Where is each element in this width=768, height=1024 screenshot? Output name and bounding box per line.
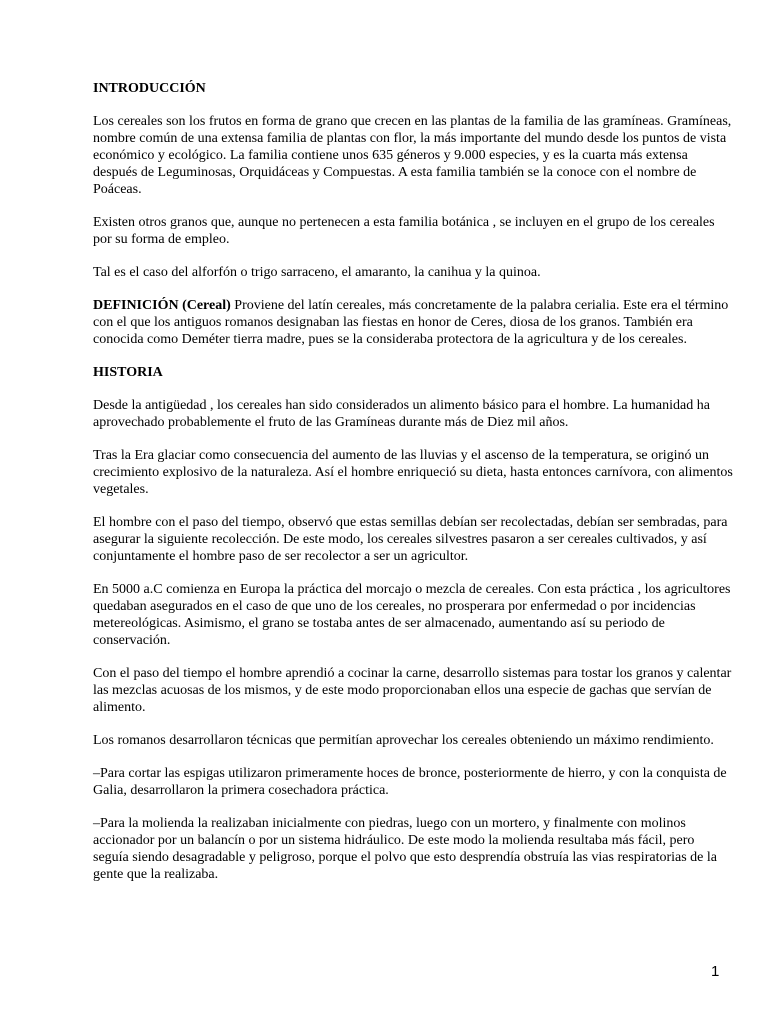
paragraph-era-glaciar: Tras la Era glaciar como consecuencia del aumento de las lluvias y el ascenso de la temperatura, se originó un crecimiento explosivo de la naturaleza. Así el hombre enriqueció su dieta, hasta entonces carnívora, con alimentos vegetales. — [93, 448, 733, 497]
section-heading-introduccion: INTRODUCCIÓN — [93, 81, 206, 96]
paragraph-recolector-agricultor: El hombre con el paso del tiempo, observó que estas semillas debían ser recolectadas, debían ser sembradas, para asegurar la siguiente recolección. De este modo, los cereales silvestres pasaron a ser cereales cultivados, y así conjuntamente el hombre paso de ser recolector a ser un agricultor. — [93, 515, 728, 564]
paragraph-cocinar: Con el paso del tiempo el hombre aprendió a cocinar la carne, desarrollo sistemas para tostar los granos y calentar las mezclas acuosas de los mismos, y de este modo proporcionaban ellos una especie de gachas que servían de alimento. — [93, 666, 732, 715]
paragraph-pseudocereales: Tal es el caso del alforfón o trigo sarraceno, el amaranto, la canihua y la quinoa. — [93, 265, 541, 280]
paragraph-morcajo: En 5000 a.C comienza en Europa la práctica del morcajo o mezcla de cereales. Con esta práctica , los agricultores quedaban asegurados en el caso de que uno de los cereales, no prosperara por enfermedad o por incidencias metereológicas. Asimismo, el grano se tostaba antes de ser almacenado, aumentando así su periodo de conservación. — [93, 582, 731, 648]
paragraph-intro-cereales: Los cereales son los frutos en forma de grano que crecen en las plantas de la familia de las gramíneas. Gramíneas, nombre común de una extensa familia de plantas con flor, la más importante del mundo desde los puntos de vista económico y ecológico. La familia contiene unos 635 géneros y 9.000 especies, y es la cuarta más extensa después de Leguminosas, Orquidáceas y Compuestas. A esta familia también se la conoce con el nombre de Poáceas. — [93, 114, 732, 197]
section-heading-historia: HISTORIA — [93, 365, 163, 380]
paragraph-definicion — [93, 297, 733, 348]
definition-text: Proviene del latín cereales, más concretamente de la palabra cerialia. Este era el término con el que los antiguos romanos designaban las fiestas en honor de Ceres, diosa de los granos. También era conocida como Deméter tierra madre, pues se la consideraba protectora de la agricultura y de los cereales. — [93, 298, 729, 347]
paragraph-romanos: Los romanos desarrollaron técnicas que permitían aprovechar los cereales obteniendo un máximo rendimiento. — [93, 733, 714, 748]
paragraph-molienda: –Para la molienda la realizaban inicialmente con piedras, luego con un mortero, y finalmente con molinos accionador por un balancín o por un sistema hidráulico. De este modo la molienda resultaba más fácil, pero seguía siendo desagradable y peligroso, porque el polvo que esto desprendía obstruía las vias respiratorias de la gente que la realizaba. — [93, 816, 717, 882]
paragraph-espigas: –Para cortar las espigas utilizaron primeramente hoces de bronce, posteriormente de hierro, y con la conquista de Galia, desarrollaron la primera cosechadora práctica. — [93, 766, 727, 798]
paragraph-antiguedad: Desde la antigüedad , los cereales han sido considerados un alimento básico para el hombre. La humanidad ha aprovechado probablemente el fruto de las Gramíneas durante más de Diez mil años. — [93, 398, 710, 430]
document-body — [93, 80, 733, 899]
definition-label: DEFINICIÓN (Cereal) — [93, 298, 231, 313]
paragraph-otros-granos: Existen otros granos que, aunque no pertenecen a esta familia botánica , se incluyen en el grupo de los cereales por su forma de empleo. — [93, 215, 715, 247]
page-number: 1 — [711, 963, 720, 980]
